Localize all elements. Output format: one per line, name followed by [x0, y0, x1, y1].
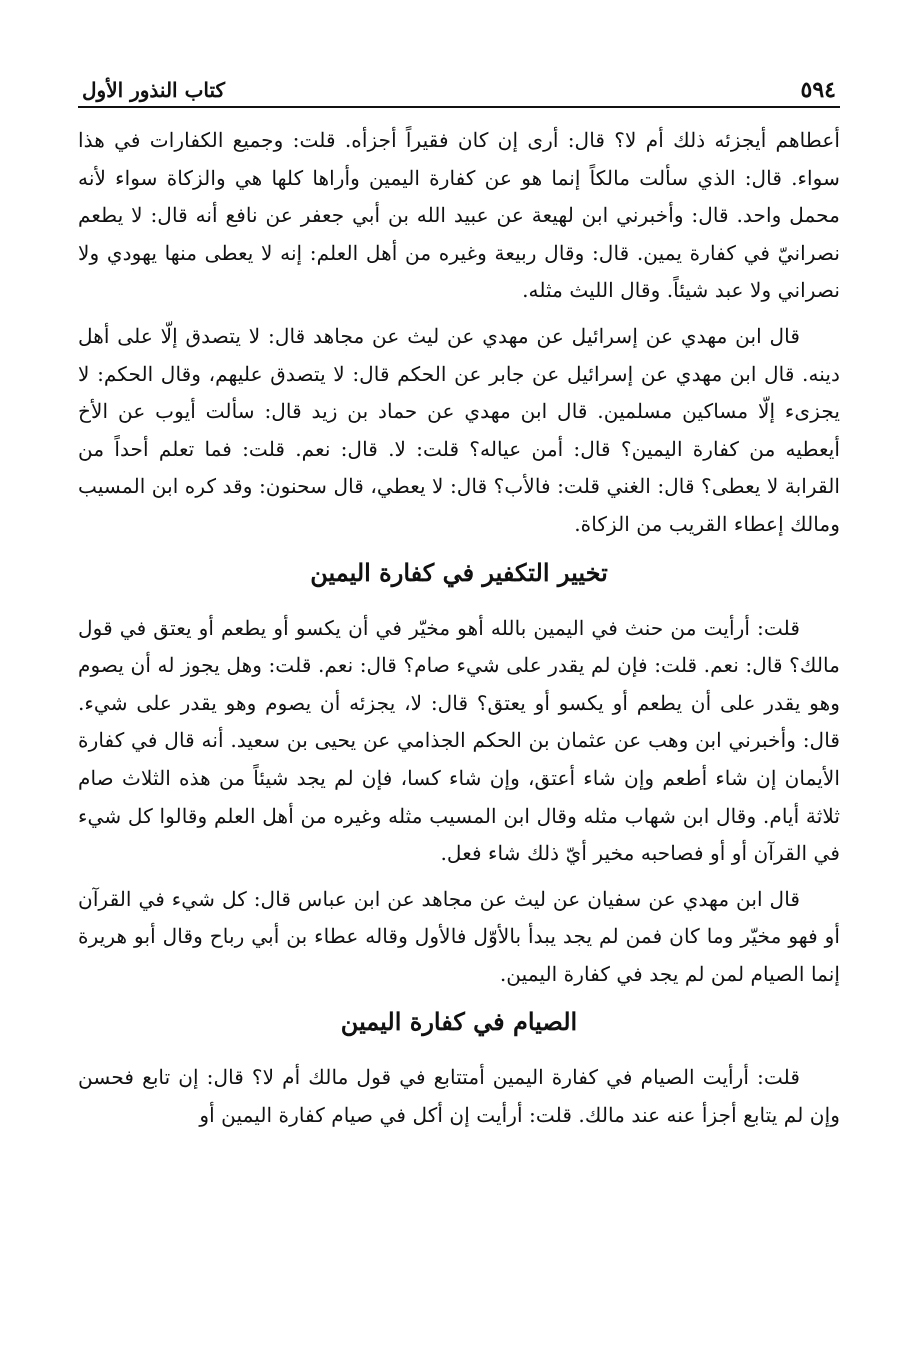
book-title: كتاب النذور الأول: [82, 78, 226, 102]
paragraph-3: قلت: أرأيت من حنث في اليمين بالله أهو مخيّر في أن يكسو أو يطعم أو يعتق في قول مالك؟ قال: نعم. قلت: فإن لم يقدر على شيء صام؟ قال: نعم. قلت: وهل يجوز له أن يصوم وهو يقدر على أن يطعم أو يكسو أو يعتق؟ قال: لا، يجزئه أن يصوم وهو يقدر على شيء. قال: وأخبرني ابن وهب عن عثمان بن الحكم الجذامي عن يحيى بن سعيد. أنه قال في كفارة الأيمان إن شاء أطعم وإن شاء أعتق، وإن شاء كسا، فإن لم يجد شيئاً من هذه الثلاث صام ثلاثة أيام. وقال ابن شهاب مثله وقال ابن المسيب مثله وغيره من أهل العلم وقالوا كل شيء في القرآن أو أو فصاحبه مخير أيّ ذلك شاء فعل.: [78, 615, 840, 866]
paragraph-1: أعطاهم أيجزئه ذلك أم لا؟ قال: أرى إن كان فقيراً أجزأه. قلت: وجميع الكفارات في هذا سواء. قال: الذي سألت مالكاً إنما هو عن كفارة اليمين وأراها كلها هي والزكاة سواء لأنه محمل واحد. قال: وأخبرني ابن لهيعة عن عبيد الله بن أبي جعفر عن نافع أنه قال: لا يطعم نصرانيّ في كفارة يمين. قال: وقال ربيعة وغيره من أهل العلم: إنه لا يعطى منها يهودي ولا نصراني ولا عبد شيئاً. وقال الليث مثله.: [78, 128, 840, 303]
paragraph-5: قلت: أرأيت الصيام في كفارة اليمين أمتتابع في قول مالك أم لا؟ قال: إن تابع فحسن وإن لم يتابع أجزأ عنه عند مالك. قلت: أرأيت إن أكل في صيام كفارة اليمين أو: [78, 1065, 840, 1128]
paragraph-2: قال ابن مهدي عن إسرائيل عن مهدي عن ليث عن مجاهد قال: لا يتصدق إلّا على أهل دينه. قال ابن مهدي عن إسرائيل عن جابر عن الحكم قال: لا يتصدق عليهم، وقال الحكم: لا يجزىء إلّا مساكين مسلمين. قال ابن مهدي عن حماد بن زيد قال: سألت أيوب عن الأخ أيعطيه من كفارة اليمين؟ قال: أمن عياله؟ قلت: لا. قال: نعم. قلت: فما تعلم أحداً من القرابة لا يعطى؟ قال: الغني قلت: فالأب؟ قال: لا يعطي، قال سحنون: وقد كره ابن المسيب ومالك إعطاء القريب من الزكاة.: [78, 323, 840, 536]
section-heading-siyam: الصيام في كفارة اليمين: [340, 1007, 578, 1037]
section-heading-takhyir: تخيير التكفير في كفارة اليمين: [310, 557, 608, 587]
body-text: [78, 122, 840, 1135]
paragraph-4: قال ابن مهدي عن سفيان عن ليث عن مجاهد عن ابن عباس قال: كل شيء في القرآن أو فهو مخيّر وما كان فمن لم يجد يبدأ بالأوّل فالأول وقاله عطاء بن أبي رباح وقال أبو هريرة إنما الصيام لمن لم يجد في كفارة اليمين.: [78, 886, 840, 986]
book-page: [78, 70, 840, 1350]
page-number: ٥٩٤: [800, 77, 836, 103]
running-header: [78, 70, 840, 108]
